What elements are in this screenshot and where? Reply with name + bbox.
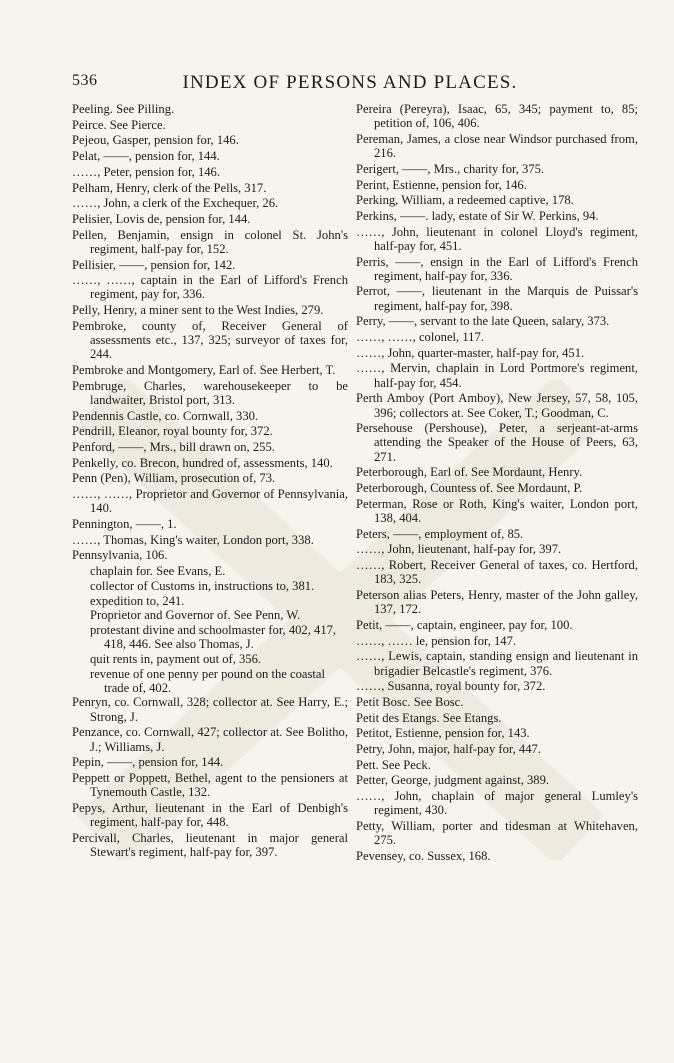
index-entry: Penkelly, co. Brecon, hundred of, assessments, 140.	[72, 455, 333, 470]
index-entry: Pendennis Castle, co. Cornwall, 330.	[72, 408, 259, 423]
index-entry: ……, Peter, pension for, 146.	[72, 164, 220, 179]
index-entry: Peirce. See Pierce.	[72, 117, 166, 132]
index-entry: ……, Robert, Receiver General of taxes, co. Hertford, 183, 325.	[356, 558, 638, 587]
index-subentry: quit rents in, payment out of, 356.	[90, 651, 262, 666]
index-entry: Pellisier, ——, pension for, 142.	[72, 257, 236, 272]
index-entry: Peterborough, Earl of. See Mordaunt, Henry.	[356, 465, 583, 480]
right-column	[356, 102, 638, 865]
index-entry: Pepys, Arthur, lieutenant in the Earl of Denbigh's regiment, half-pay for, 448.	[72, 800, 348, 830]
index-entry: Pendrill, Eleanor, royal bounty for, 372.	[72, 424, 273, 439]
index-entry: Pevensey, co. Sussex, 168.	[356, 848, 491, 863]
index-entry: Penryn, co. Cornwall, 328; collector at. See Harry, E.; Strong, J.	[72, 695, 348, 724]
index-entry: ……, ……, captain in the Earl of Lifford's French regiment, pay for, 336.	[72, 273, 348, 302]
index-entry: Perint, Estienne, pension for, 146.	[356, 177, 527, 192]
index-entry: Perry, ——, servant to the late Queen, salary, 373.	[356, 314, 610, 329]
index-entry: Perris, ——, ensign in the Earl of Lifford's French regiment, half-pay for, 336.	[356, 254, 638, 283]
index-entry: Penford, ——, Mrs., bill drawn on, 255.	[72, 439, 275, 454]
index-entry: ……, John, a clerk of the Exchequer, 26.	[72, 196, 279, 211]
index-entry: Penn (Pen), William, prosecution of, 73.	[72, 471, 276, 486]
index-entry: Pett. See Peck.	[356, 757, 431, 772]
index-entry: Pejeou, Gasper, pension for, 146.	[72, 133, 239, 148]
index-entry: Pellen, Benjamin, ensign in colonel St. John's regiment, half-pay for, 152.	[72, 227, 348, 256]
index-entry: ……, Thomas, King's waiter, London port, 338.	[72, 532, 314, 547]
index-entry: Petit des Etangs. See Etangs.	[356, 710, 502, 725]
index-entry: Peters, ——, employment of, 85.	[356, 526, 524, 541]
index-entry: Perigert, ——, Mrs., charity for, 375.	[356, 161, 545, 176]
index-entry: Pennsylvania, 106.	[72, 548, 168, 563]
index-entry: Pepin, ——, pension for, 144.	[72, 755, 224, 770]
index-subentry: Proprietor and Governor of. See Penn, W.	[90, 608, 301, 623]
index-entry: Perking, William, a redeemed captive, 178.	[356, 193, 574, 208]
index-entry: ……, ……, Proprietor and Governor of Pennsylvania, 140.	[72, 487, 348, 516]
index-subentry: revenue of one penny per pound on the coastal trade of, 402.	[90, 666, 326, 695]
left-column	[72, 102, 348, 861]
index-entry: Petit Bosc. See Bosc.	[356, 694, 464, 709]
index-entry: Pembroke and Montgomery, Earl of. See Herbert, T.	[72, 362, 336, 377]
index-entry: ……, ……, colonel, 117.	[356, 330, 484, 345]
index-subentry: chaplain for. See Evans, E.	[90, 564, 226, 579]
index-entry: Petter, George, judgment against, 389.	[356, 773, 550, 788]
index-entry: ……, John, lieutenant, half-pay for, 397.	[356, 542, 562, 557]
index-entry: Percivall, Charles, lieutenant in major general Stewart's regiment, half-pay for, 397.	[72, 830, 348, 859]
index-entry: ……, Lewis, captain, standing ensign and lieutenant in brigadier Belcastle's regiment, 376.	[356, 649, 638, 678]
index-entry: Petry, John, major, half-pay for, 447.	[356, 742, 541, 757]
index-entry: Pennington, ——, 1.	[72, 516, 177, 531]
index-subentry: expedition to, 241.	[90, 593, 185, 608]
index-entry: Pelly, Henry, a miner sent to the West Indies, 279.	[72, 303, 324, 318]
index-entry: Peterborough, Countess of. See Mordaunt, P.	[356, 481, 583, 496]
page-header	[72, 72, 628, 96]
index-entry: Pembruge, Charles, warehousekeeper to be landwaiter, Bristol port, 313.	[72, 378, 348, 407]
index-entry: Pereira (Pereyra), Isaac, 65, 345; payment to, 85; petition of, 106, 406.	[356, 102, 638, 131]
index-subentry: protestant divine and schoolmaster for, 402, 417, 418, 446. See also Thomas, J.	[90, 622, 337, 652]
index-entry: Perkins, ——. lady, estate of Sir W. Perkins, 94.	[356, 208, 599, 223]
index-entry: Perth Amboy (Port Amboy), New Jersey, 57, 58, 105, 396; collectors at. See Coker, T.; Goodman, C.	[356, 391, 638, 420]
index-entry: ……, John, quarter-master, half-pay for, 451.	[356, 345, 585, 360]
index-entry: Petty, William, porter and tidesman at Whitehaven, 275.	[356, 819, 638, 848]
running-title: INDEX OF PERSONS AND PLACES.	[182, 72, 518, 93]
index-entry: ……, John, lieutenant in colonel Lloyd's regiment, half-pay for, 451.	[356, 224, 638, 253]
index-entry: Pembroke, county of, Receiver General of assessments etc., 137, 325; surveyor of taxes for, 244.	[72, 318, 348, 362]
index-entry: Pelat, ——, pension for, 144.	[72, 149, 220, 164]
index-entry: Persehouse (Pershouse), Peter, a serjeant-at-arms attending the Speaker of the House of Peers, 63, 271.	[356, 421, 638, 464]
index-entry: Petit, ——, captain, engineer, pay for, 100.	[356, 617, 573, 632]
index-entry: Peterson alias Peters, Henry, master of the John galley, 137, 172.	[356, 588, 638, 617]
page-number: 536	[72, 72, 98, 89]
index-entry: Perrot, ——, lieutenant in the Marquis de Puissar's regiment, half-pay for, 398.	[356, 284, 638, 313]
index-entry: Peeling. See Pilling.	[72, 102, 175, 116]
index-entry: Pelham, Henry, clerk of the Pells, 317.	[72, 180, 267, 195]
index-entry: ……, …… le, pension for, 147.	[356, 633, 517, 648]
index-entry: ……, Mervin, chaplain in Lord Portmore's regiment, half-pay for, 454.	[356, 361, 638, 390]
index-entry: ……, Susanna, royal bounty for, 372.	[356, 679, 546, 694]
index-entry: Petitot, Estienne, pension for, 143.	[356, 726, 530, 741]
index-entry: Peterman, Rose or Roth, King's waiter, London port, 138, 404.	[356, 496, 638, 525]
index-entry: Peppett or Poppett, Bethel, agent to the pensioners at Tynemouth Castle, 132.	[72, 770, 348, 800]
index-entry: Pelisier, Lovis de, pension for, 144.	[72, 211, 251, 226]
index-entry: Pereman, James, a close near Windsor purchased from, 216.	[356, 131, 638, 161]
index-entry: ……, John, chaplain of major general Lumley's regiment, 430.	[356, 789, 638, 818]
index-subentry: collector of Customs in, instructions to, 381.	[90, 578, 315, 593]
index-entry: Penzance, co. Cornwall, 427; collector at. See Bolitho, J.; Williams, J.	[72, 725, 348, 754]
